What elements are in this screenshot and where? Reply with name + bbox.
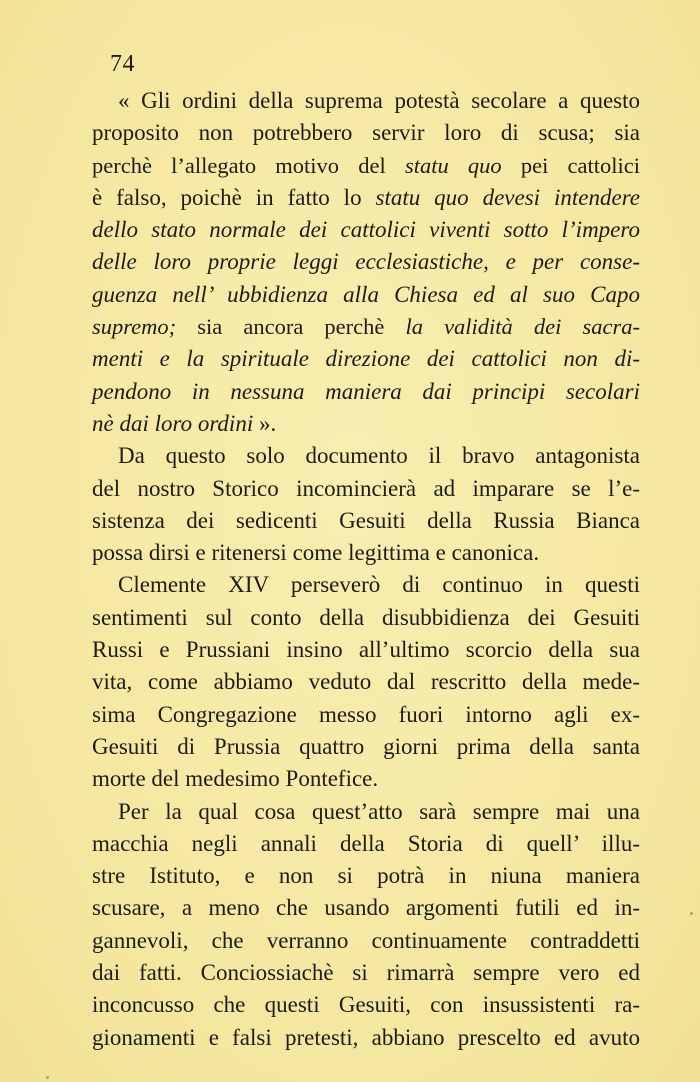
- text-line: [92, 473, 640, 505]
- text-line: [92, 602, 640, 634]
- text-line: [92, 311, 640, 343]
- text-segment: Da questo solo documento il bravo antagonista: [118, 443, 640, 469]
- text-line: [92, 343, 640, 375]
- italic-text: statu quo devesi intendere: [375, 184, 640, 210]
- italic-text: delle loro proprie leggi ecclesiastiche, e per conse-: [92, 249, 640, 275]
- text-segment: macchia negli annali della Storia di quell’ illu-: [92, 830, 640, 856]
- text-line: [92, 246, 640, 278]
- text-segment: Gesuiti di Prussia quattro giorni prima della santa: [92, 733, 640, 759]
- text-segment: perchè l’allegato motivo del: [92, 152, 405, 178]
- text-line: [92, 957, 640, 989]
- text-segment: « Gli ordini della suprema potestà secolare a questo: [118, 88, 640, 113]
- text-line: [92, 376, 640, 408]
- text-line: [92, 763, 640, 795]
- text-segment: sentimenti sul conto della disubbidienza dei Gesuiti: [92, 604, 640, 630]
- text-line: [92, 279, 640, 311]
- text-line: [92, 182, 640, 214]
- text-line: [92, 925, 640, 957]
- text-segment: proposito non potrebbero servir loro di scusa; sia: [92, 120, 640, 146]
- text-line: [92, 85, 640, 117]
- text-segment: possa dirsi e ritenersi come legittima e canonica.: [92, 540, 540, 566]
- text-line: [92, 537, 640, 569]
- italic-text: la validità dei sacra-: [405, 314, 640, 340]
- text-line: [92, 214, 640, 246]
- text-segment: sima Congregazione messo fuori intorno agli ex-: [92, 701, 640, 727]
- text-line: [92, 796, 640, 828]
- text-line: [92, 1022, 640, 1054]
- italic-text: supremo;: [92, 314, 177, 340]
- text-line: [92, 505, 640, 537]
- text-line: [92, 860, 640, 892]
- text-line: [92, 569, 640, 601]
- text-segment: Clemente XIV perseverò di continuo in questi: [118, 572, 640, 598]
- text-segment: del nostro Storico incomincierà ad imparare se l’e-: [92, 475, 640, 501]
- italic-text: dello stato normale dei cattolici viventi sotto l’impero: [92, 217, 640, 243]
- text-segment: Per la qual cosa quest’atto sarà sempre mai una: [118, 798, 640, 824]
- text-segment: ».: [253, 410, 277, 436]
- italic-text: pendono in nessuna maniera dai principi secolari: [92, 378, 640, 404]
- text-segment: scusare, a meno che usando argomenti futili ed in-: [92, 895, 640, 921]
- text-line: [92, 150, 640, 182]
- text-segment: gionamenti e falsi pretesti, abbiano prescelto ed avuto: [92, 1024, 640, 1050]
- text-segment: inconcusso che questi Gesuiti, con insussistenti ra-: [92, 992, 640, 1018]
- text-segment: è falso, poichè in fatto lo: [92, 184, 376, 210]
- text-segment: [449, 153, 468, 178]
- text-line: [92, 699, 640, 731]
- text-segment: Russi e Prussiani insino all’ultimo scorcio della sua: [92, 637, 640, 663]
- italic-text: nè dai loro ordini: [92, 410, 254, 436]
- italic-text: guenza nell’ ubbidienza alla Chiesa ed al suo Capo: [92, 281, 640, 307]
- text-segment: sia ancora perchè: [176, 314, 406, 340]
- text-segment: sistenza dei sedicenti Gesuiti della Russia Bianca: [92, 507, 640, 533]
- paper-speck: [46, 1076, 49, 1079]
- italic-text: menti e la spirituale direzione dei cattolici non di-: [92, 346, 640, 372]
- text-line: [92, 634, 640, 666]
- text-segment: gannevoli, che verranno continuamente contraddetti: [92, 927, 640, 953]
- italic-text: statu: [404, 152, 449, 178]
- text-line: [92, 892, 640, 924]
- body-text: [92, 85, 640, 1054]
- text-segment: pei cattolici: [501, 152, 640, 178]
- text-line: [92, 117, 640, 149]
- text-line: [92, 828, 640, 860]
- text-line: [92, 989, 640, 1021]
- text-line: [92, 731, 640, 763]
- text-segment: vita, come abbiamo veduto dal rescritto della mede-: [92, 669, 640, 695]
- text-line: [92, 440, 640, 472]
- italic-text: quo: [467, 152, 502, 178]
- paper-speck: [690, 912, 693, 915]
- text-segment: stre Istituto, e non si potrà in niuna maniera: [92, 863, 640, 889]
- text-line: [92, 666, 640, 698]
- text-segment: dai fatti. Conciossiachè si rimarrà sempre vero ed: [92, 960, 640, 986]
- page-number: 74: [110, 51, 135, 77]
- text-segment: morte del medesimo Pontefice.: [92, 766, 379, 792]
- text-line: [92, 408, 640, 440]
